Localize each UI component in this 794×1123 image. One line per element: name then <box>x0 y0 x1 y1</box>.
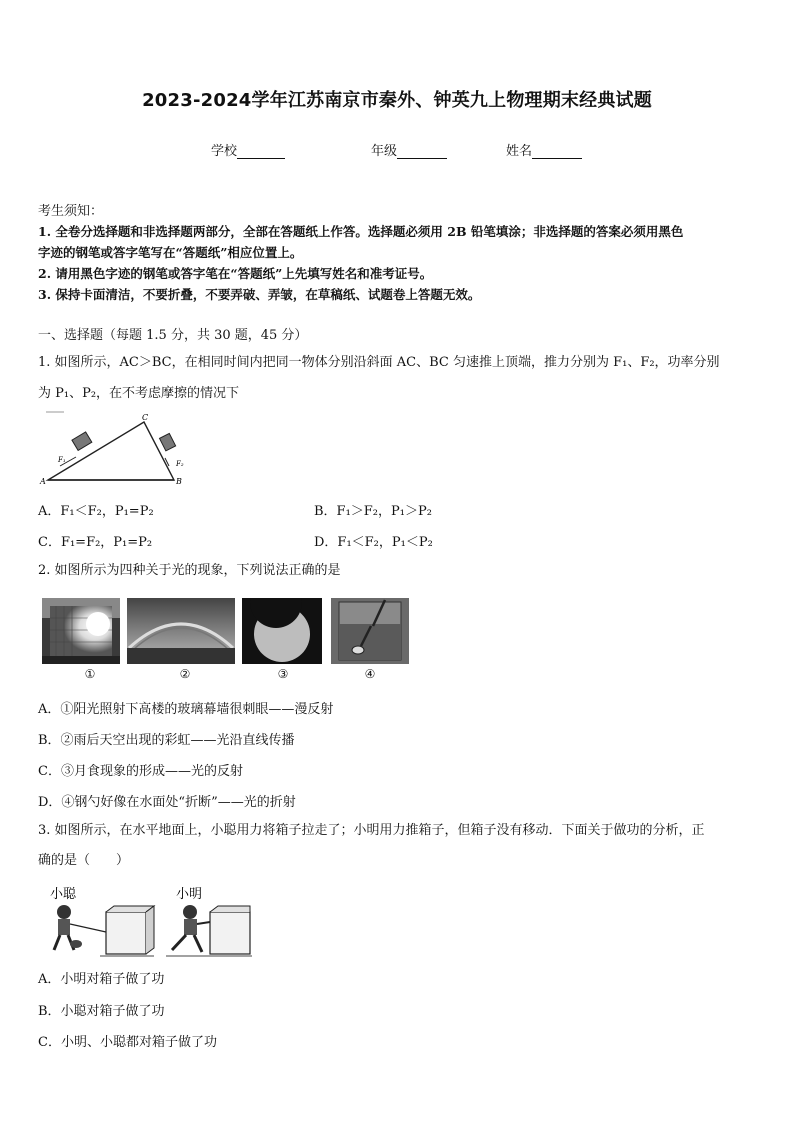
label-f2: F₂ <box>176 460 184 468</box>
school-field[interactable]: 学校 <box>211 140 285 159</box>
header-fields <box>0 140 794 160</box>
q1-incline-figure <box>38 410 188 486</box>
q3-stem-line1: 3. 如图所示，在水平地面上，小聪用力将箱子拉走了；小明用力推箱子，但箱子没有移动．下面关于做功的分析，正 <box>38 823 705 838</box>
q2-option-a[interactable]: A．①阳光照射下高楼的玻璃幕墙很刺眼——漫反射 <box>38 702 334 717</box>
notice-line-2: 2. 请用黑色字迹的钢笔或答字笔在“答题纸”上先填写姓名和准考证号。 <box>38 266 433 281</box>
label-a: A <box>40 477 46 486</box>
q3-figure <box>44 882 254 962</box>
notice-line-1b: 字迹的钢笔或答字笔写在“答题纸”相应位置上。 <box>38 245 303 260</box>
grade-field[interactable]: 年级 <box>371 140 447 159</box>
page-title: 2023-2024学年江苏南京市秦外、钟英九上物理期末经典试题 <box>142 90 652 111</box>
label-b: B <box>176 477 182 486</box>
photo-lunar-eclipse <box>242 598 322 664</box>
q1-stem-line2: 为 P₁、P₂，在不考虑摩擦的情况下 <box>38 386 240 401</box>
notice-line-3: 3. 保持卡面清洁，不要折叠，不要弄破、弄皱，在草稿纸、试题卷上答题无效。 <box>38 287 481 302</box>
label-xiaocong: 小聪 <box>50 887 77 902</box>
section-heading: 一、选择题（每题 1.5 分，共 30 题，45 分） <box>38 328 308 343</box>
photo-label-2: ② <box>179 667 191 681</box>
q1-option-d[interactable]: D．F₁＜F₂，P₁＜P₂ <box>314 535 433 550</box>
notice-heading: 考生须知： <box>38 204 104 219</box>
label-f1: F₁ <box>58 456 66 464</box>
photo-glass-building <box>42 598 120 664</box>
name-field[interactable]: 姓名 <box>506 140 582 159</box>
photo-spoon-in-water <box>331 598 409 664</box>
q2-option-d[interactable]: D．④钢勺好像在水面处“折断”——光的折射 <box>38 795 296 810</box>
q2-stem: 2. 如图所示为四种关于光的现象，下列说法正确的是 <box>38 563 341 578</box>
xiaoming-figure <box>166 905 252 956</box>
photo-label-4: ④ <box>364 667 376 681</box>
notice-line-1a: 1. 全卷分选择题和非选择题两部分，全部在答题纸上作答。选择题必须用 2B 铅笔填涂；非选择题的答案必须用黑色 <box>38 224 684 239</box>
photo-label-3: ③ <box>277 667 289 681</box>
photo-rainbow <box>127 598 235 664</box>
q1-option-b[interactable]: B．F₁＞F₂，P₁＞P₂ <box>314 504 432 519</box>
photo-label-1: ① <box>84 667 96 681</box>
q1-option-c[interactable]: C．F₁=F₂，P₁=P₂ <box>38 535 153 550</box>
q3-option-b[interactable]: B．小聪对箱子做了功 <box>38 1004 165 1019</box>
q1-option-a[interactable]: A．F₁＜F₂，P₁=P₂ <box>38 504 154 519</box>
q1-stem-line1: 1. 如图所示，AC＞BC，在相同时间内把同一物体分别沿斜面 AC、BC 匀速推上顶端，推力分别为 F₁、F₂，功率分别 <box>38 355 720 370</box>
q3-stem-line2: 确的是（ ） <box>38 853 130 868</box>
q3-option-c[interactable]: C．小明、小聪都对箱子做了功 <box>38 1035 217 1050</box>
label-xiaoming: 小明 <box>176 887 203 902</box>
label-c: C <box>142 413 149 422</box>
q3-option-a[interactable]: A．小明对箱子做了功 <box>38 972 165 987</box>
q2-option-c[interactable]: C．③月食现象的形成——光的反射 <box>38 764 243 779</box>
q2-option-b[interactable]: B．②雨后天空出现的彩虹——光沿直线传播 <box>38 733 295 748</box>
xiaocong-figure <box>54 905 154 956</box>
